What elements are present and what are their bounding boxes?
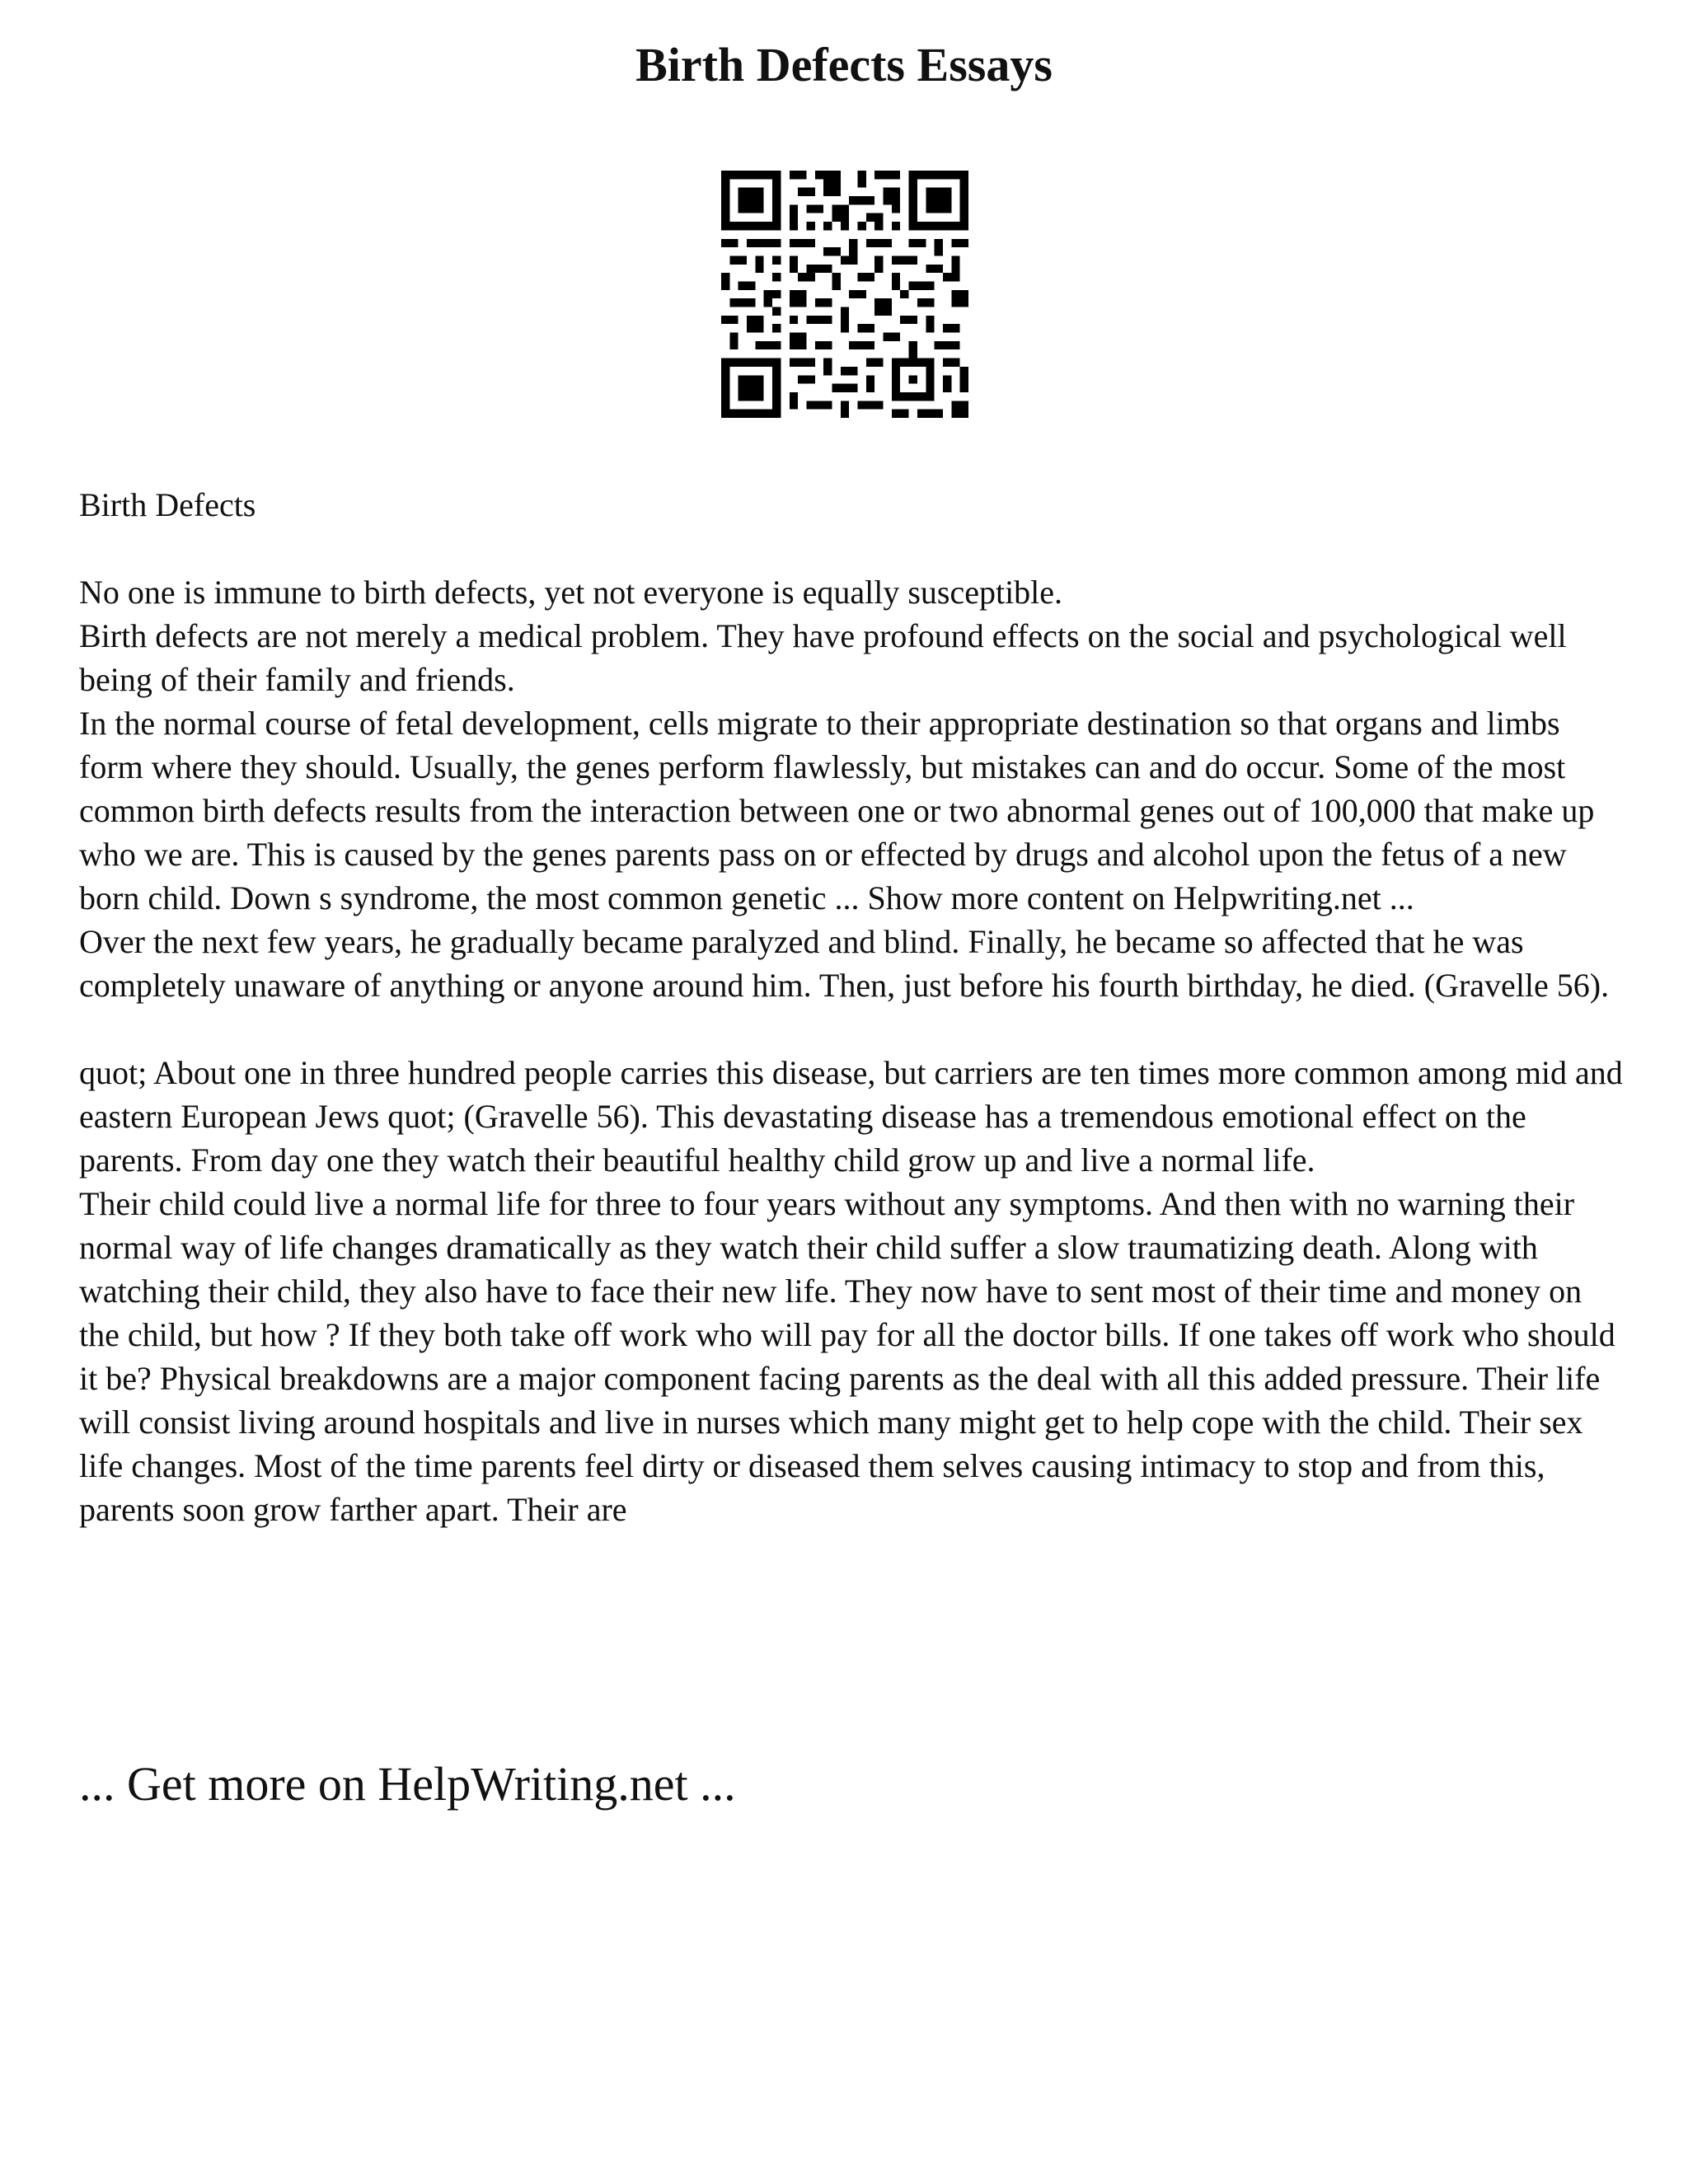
document-body [79, 483, 1629, 1531]
paragraph-gap [79, 527, 1629, 570]
section-heading: Birth Defects [79, 486, 256, 523]
body-paragraph: Birth defects are not merely a medical problem. They have profound effects on the social and psychological well being of their family and friends. [79, 617, 1567, 698]
qr-code-icon [721, 171, 968, 418]
body-paragraph: quot; About one in three hundred people carries this disease, but carriers are ten times more common among mid and eastern European Jews quot; (Gravelle 56). This devastating disease has a tremendous emotional effect on the parents. From day one they watch their beautiful healthy child grow up and live a normal life. [79, 1054, 1623, 1179]
document-title: Birth Defects Essays [635, 38, 1053, 91]
body-paragraph: Their child could live a normal life for three to four years without any symptoms. And then with no warning their normal way of life changes dramatically as they watch their child suffer a slow traumatizing death. Along with watching their child, they also have to face their new life. They now have to sent most of their time and money on the child, but how ? If they both take off work who will pay for all the doctor bills. If one takes off work who should it be? Physical breakdowns are a major component facing parents as the deal with all this added pressure. Their life will consist living around hospitals and live in nurses which many might get to help cope with the child. Their sex life changes. Most of the time parents feel dirty or diseased them selves causing intimacy to stop and from this, parents soon grow farther apart. Their are [79, 1185, 1615, 1528]
body-paragraph: In the normal course of fetal development, cells migrate to their appropriate destination so that organs and limbs form where they should. Usually, the genes perform flawlessly, but mistakes can and do occur. Some of the most common birth defects results from the interaction between one or two abnormal genes out of 100,000 that make up who we are. This is caused by the genes parents pass on or effected by drugs and alcohol upon the fetus of a new born child. Down s syndrome, the most common genetic ... Show more content on Helpwriting.net ... [79, 705, 1595, 916]
body-paragraph: Over the next few years, he gradually became paralyzed and blind. Finally, he became so affected that he was completely unaware of anything or anyone around him. Then, just before his fourth birthday, he died. (Gravelle 56). [79, 923, 1610, 1004]
get-more-link[interactable]: ... Get more on HelpWriting.net ... [79, 1757, 736, 1811]
body-paragraph: No one is immune to birth defects, yet not everyone is equally susceptible. [79, 574, 1063, 611]
paragraph-gap [79, 1007, 1629, 1051]
